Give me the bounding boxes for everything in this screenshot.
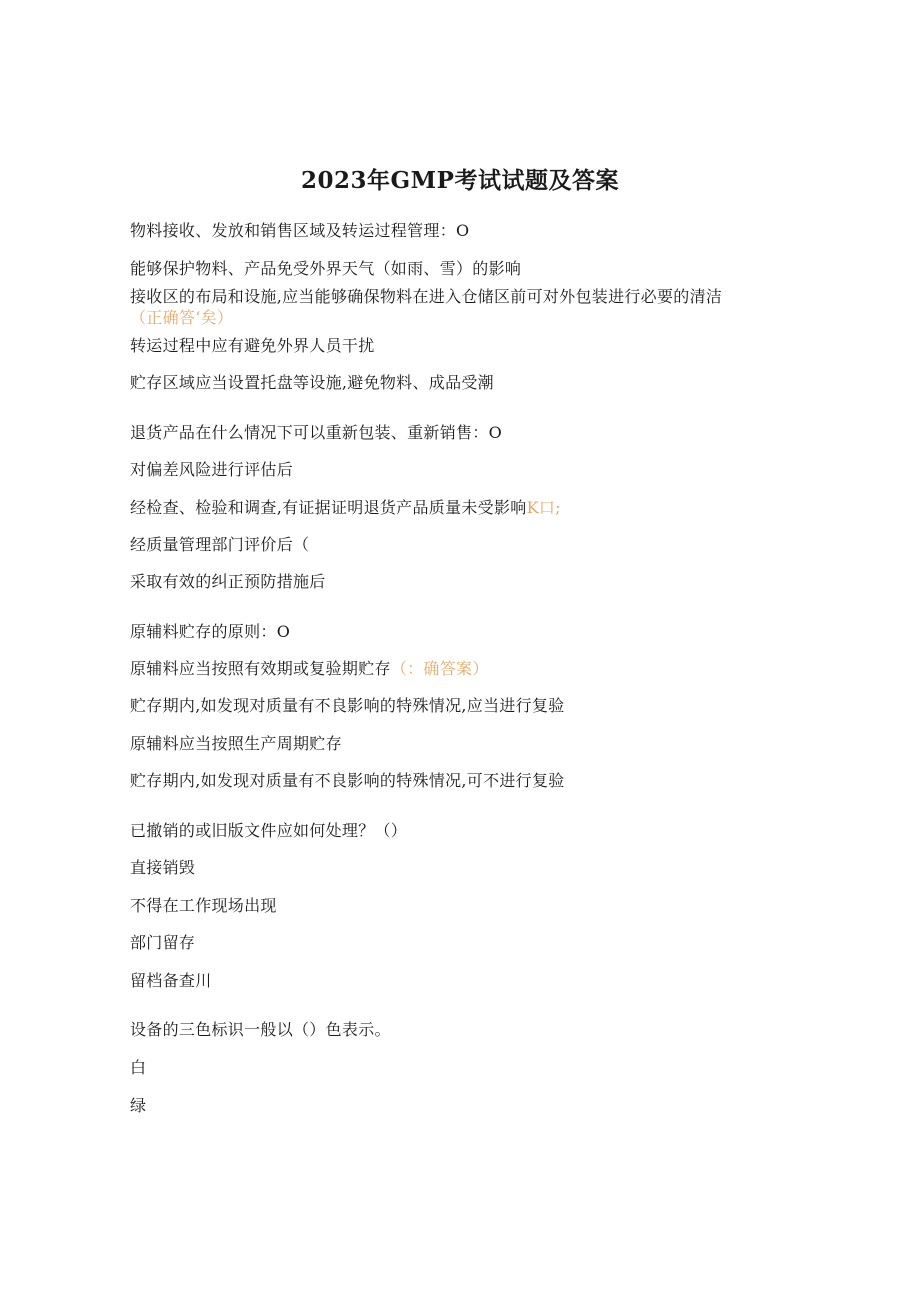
question-1-option-c: 转运过程中应有避免外界人员干扰 <box>130 336 375 355</box>
question-5-text: 设备的三色标识一般以（）色表示。 <box>130 1020 391 1039</box>
question-2-option-d: 采取有效的纠正预防措施后 <box>130 572 326 591</box>
question-3-text: 原辅料贮存的原则：O <box>130 622 291 641</box>
question-5-option-b: 绿 <box>130 1096 147 1115</box>
question-2-option-b-text: 经检查、检验和调查,有证据证明退货产品质量未受影响 <box>130 498 527 517</box>
question-3-option-a-text: 原辅料应当按照有效期或复验期贮存 <box>130 659 391 678</box>
question-1-answer-mark: （正确答‘矣） <box>130 308 234 327</box>
question-3-answer-mark: （：确答案） <box>390 659 489 678</box>
question-4-option-c: 部门留存 <box>130 933 196 952</box>
question-1-text: 物料接收、发放和销售区域及转运过程管理：O <box>130 221 470 240</box>
question-4-option-b: 不得在工作现场出现 <box>130 896 277 915</box>
question-4-option-a: 直接销毁 <box>130 858 196 877</box>
question-1-option-d: 贮存区域应当设置托盘等设施,避免物料、成品受潮 <box>130 373 494 392</box>
question-3-option-d: 贮存期内,如发现对质量有不良影响的特殊情况,可不进行复验 <box>130 771 565 790</box>
question-5-option-a: 白 <box>130 1058 147 1077</box>
question-3-option-a <box>130 658 489 680</box>
question-4-text: 已撤销的或旧版文件应如何处理？（） <box>130 821 408 840</box>
question-2-text: 退货产品在什么情况下可以重新包装、重新销售：O <box>130 423 503 442</box>
question-4-option-d: 留档备查川 <box>130 971 212 990</box>
question-3-option-c: 原辅料应当按照生产周期贮存 <box>130 734 342 753</box>
question-1-option-b: 接收区的布局和设施,应当能够确保物料在进入仓储区前可对外包装进行必要的清洁 <box>130 287 723 306</box>
document-title: 2023年GMP考试试题及答案 <box>301 167 619 194</box>
question-2-answer-mark: K口; <box>526 498 561 517</box>
question-1-option-a: 能够保护物料、产品免受外界天气（如雨、雪）的影响 <box>130 259 522 278</box>
question-3-option-b: 贮存期内,如发现对质量有不良影响的特殊情况,应当进行复验 <box>130 696 565 715</box>
question-2-option-b <box>130 497 561 519</box>
question-2-option-c: 经质量管理部门评价后（ <box>130 535 310 554</box>
question-2-option-a: 对偏差风险进行评估后 <box>130 460 294 479</box>
